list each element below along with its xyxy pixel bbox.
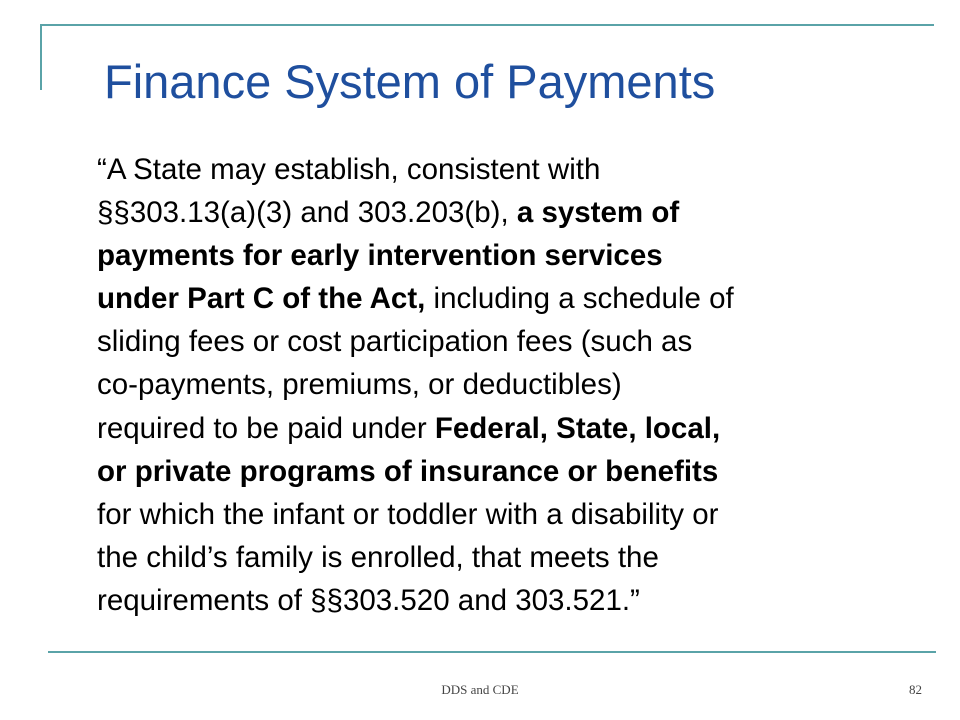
quote-bold-text: payments for early intervention services	[97, 239, 663, 273]
quote-text: for which the infant or toddler with a disability or	[97, 497, 719, 531]
slide-title: Finance System of Payments	[104, 55, 716, 108]
quote-line	[97, 536, 917, 579]
quote-text: sliding fees or cost participation fees (such as	[97, 325, 693, 359]
quote-line	[97, 320, 917, 363]
quote-text: co-payments, premiums, or deductibles)	[97, 368, 622, 402]
top-rule-vertical	[40, 24, 42, 90]
quote-line	[97, 191, 917, 234]
quote-bold-text: under Part C of the Act,	[97, 282, 426, 316]
quote-line	[97, 450, 917, 493]
quote-bold-text: or private programs of insurance or benefits	[97, 454, 719, 488]
footer-text: DDS and CDE	[441, 682, 519, 697]
page-number: 82	[909, 682, 922, 697]
quote-line	[97, 579, 917, 622]
quote-text: required to be paid under	[97, 411, 435, 445]
quote-line	[97, 234, 917, 277]
quote-line	[97, 407, 917, 450]
quote-body	[97, 148, 917, 622]
quote-line	[97, 363, 917, 406]
quote-line	[97, 493, 917, 536]
quote-text: the child’s family is enrolled, that meets the	[97, 540, 659, 574]
quote-bold-text: a system of	[516, 196, 680, 230]
quote-bold-text: Federal, State, local,	[434, 411, 721, 445]
quote-line	[97, 277, 917, 320]
quote-line	[97, 148, 917, 191]
quote-text: requirements of §§303.520 and 303.521.”	[97, 583, 640, 617]
bottom-rule	[48, 651, 936, 653]
top-rule-horizontal	[42, 24, 934, 26]
quote-text: §§303.13(a)(3) and 303.203(b),	[97, 196, 517, 230]
quote-text: including a schedule of	[425, 282, 734, 316]
quote-text: “A State may establish, consistent with	[97, 153, 601, 186]
